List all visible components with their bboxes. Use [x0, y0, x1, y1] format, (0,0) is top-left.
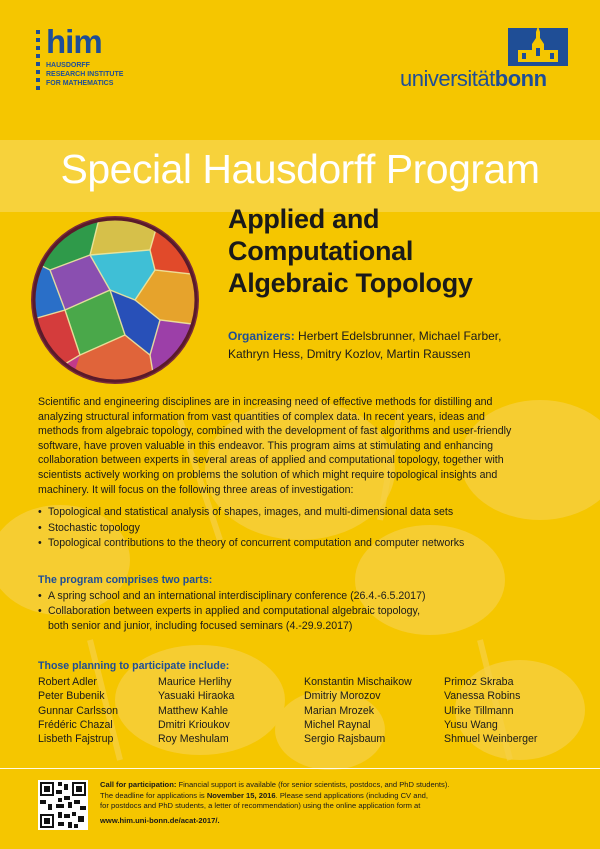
intro-paragraph: Scientific and engineering disciplines are in increasing need of effective methods for distilling and analyzing structural information from vast quantities of complex data. In recent years, ideas and methods from algebraic topology, combined with the development of fast algorithms and user-friendly software, have proven valuable in this endeavor. This program aims at stimulating and enhancing collaboration between experts in several areas of applied and computational topology, together with scientists actively working on problems the solution of which might require topological insights and machinery. It will focus on the following three areas of investigation: [38, 396, 512, 496]
list-item: • A spring school and an international interdisciplinary conference (26.4.-6.5.2017) [38, 589, 568, 604]
qr-code-icon [38, 780, 88, 830]
participants-column-3: Konstantin Mischaikow Dmitriy Morozov Marian Mrozek Michel Raynal Sergio Rajsbaum [304, 676, 412, 746]
him-logo-subtitle: HAUSDORFF RESEARCH INSTITUTE FOR MATHEMATICS [46, 62, 124, 87]
list-item: • Topological contributions to the theory of concurrent computation and computer networks [38, 536, 568, 552]
list-item: • Collaboration between experts in applied and computational algebraic topology, both senior and junior, including focused seminars (4.-29.9.2017) [38, 604, 568, 634]
areas-list [38, 505, 568, 552]
list-item: • Stochastic topology [38, 521, 568, 537]
him-logo-text: him [46, 23, 102, 60]
main-title: Applied and Computational Algebraic Topology [228, 204, 473, 298]
parts-list [38, 589, 568, 634]
call-for-participation: Call for participation: Financial support is available (for senior scientists, postdocs, and PhD students). The deadline for applications is November 15, 2016. Please send applications (including CV and, for postdocs and PhD students, a letter of recommendation) using the online application form at www.him.uni-bonn.de/acat-2017/. [100, 780, 580, 826]
participants-title: Those planning to participate include: [38, 660, 230, 672]
organizers [228, 327, 588, 363]
participants-column-1: Robert Adler Peter Bubenik Gunnar Carlsson Frédéric Chazal Lisbeth Fajstrup [38, 676, 119, 746]
footer-divider [0, 768, 600, 769]
organizers-names-2: Kathryn Hess, Dmitry Kozlov, Martin Raussen [228, 347, 471, 361]
bonn-logo-text: universitätbonn [400, 66, 547, 91]
organizers-label: Organizers: [228, 329, 295, 343]
program-title: Special Hausdorff Program [60, 146, 540, 192]
parts-title: The program comprises two parts: [38, 574, 213, 586]
bonn-building-icon [400, 22, 570, 68]
topology-circle-image [30, 215, 200, 385]
organizers-names-1: Herbert Edelsbrunner, Michael Farber, [294, 329, 502, 343]
bonn-logo [400, 22, 570, 94]
list-item: • Topological and statistical analysis of shapes, images, and multi-dimensional data sets [38, 505, 568, 521]
him-logo [34, 23, 154, 96]
participants-column-4: Primoz Skraba Vanessa Robins Ulrike Tillmann Yusu Wang Shmuel Weinberger [444, 676, 538, 746]
application-url-link[interactable]: www.him.uni-bonn.de/acat-2017/. [100, 815, 220, 825]
participants-list [38, 675, 578, 745]
participants-column-2: Maurice Herlihy Yasuaki Hiraoka Matthew Kahle Dmitri Krioukov Roy Meshulam [158, 676, 235, 746]
him-logo-dots [34, 30, 42, 92]
